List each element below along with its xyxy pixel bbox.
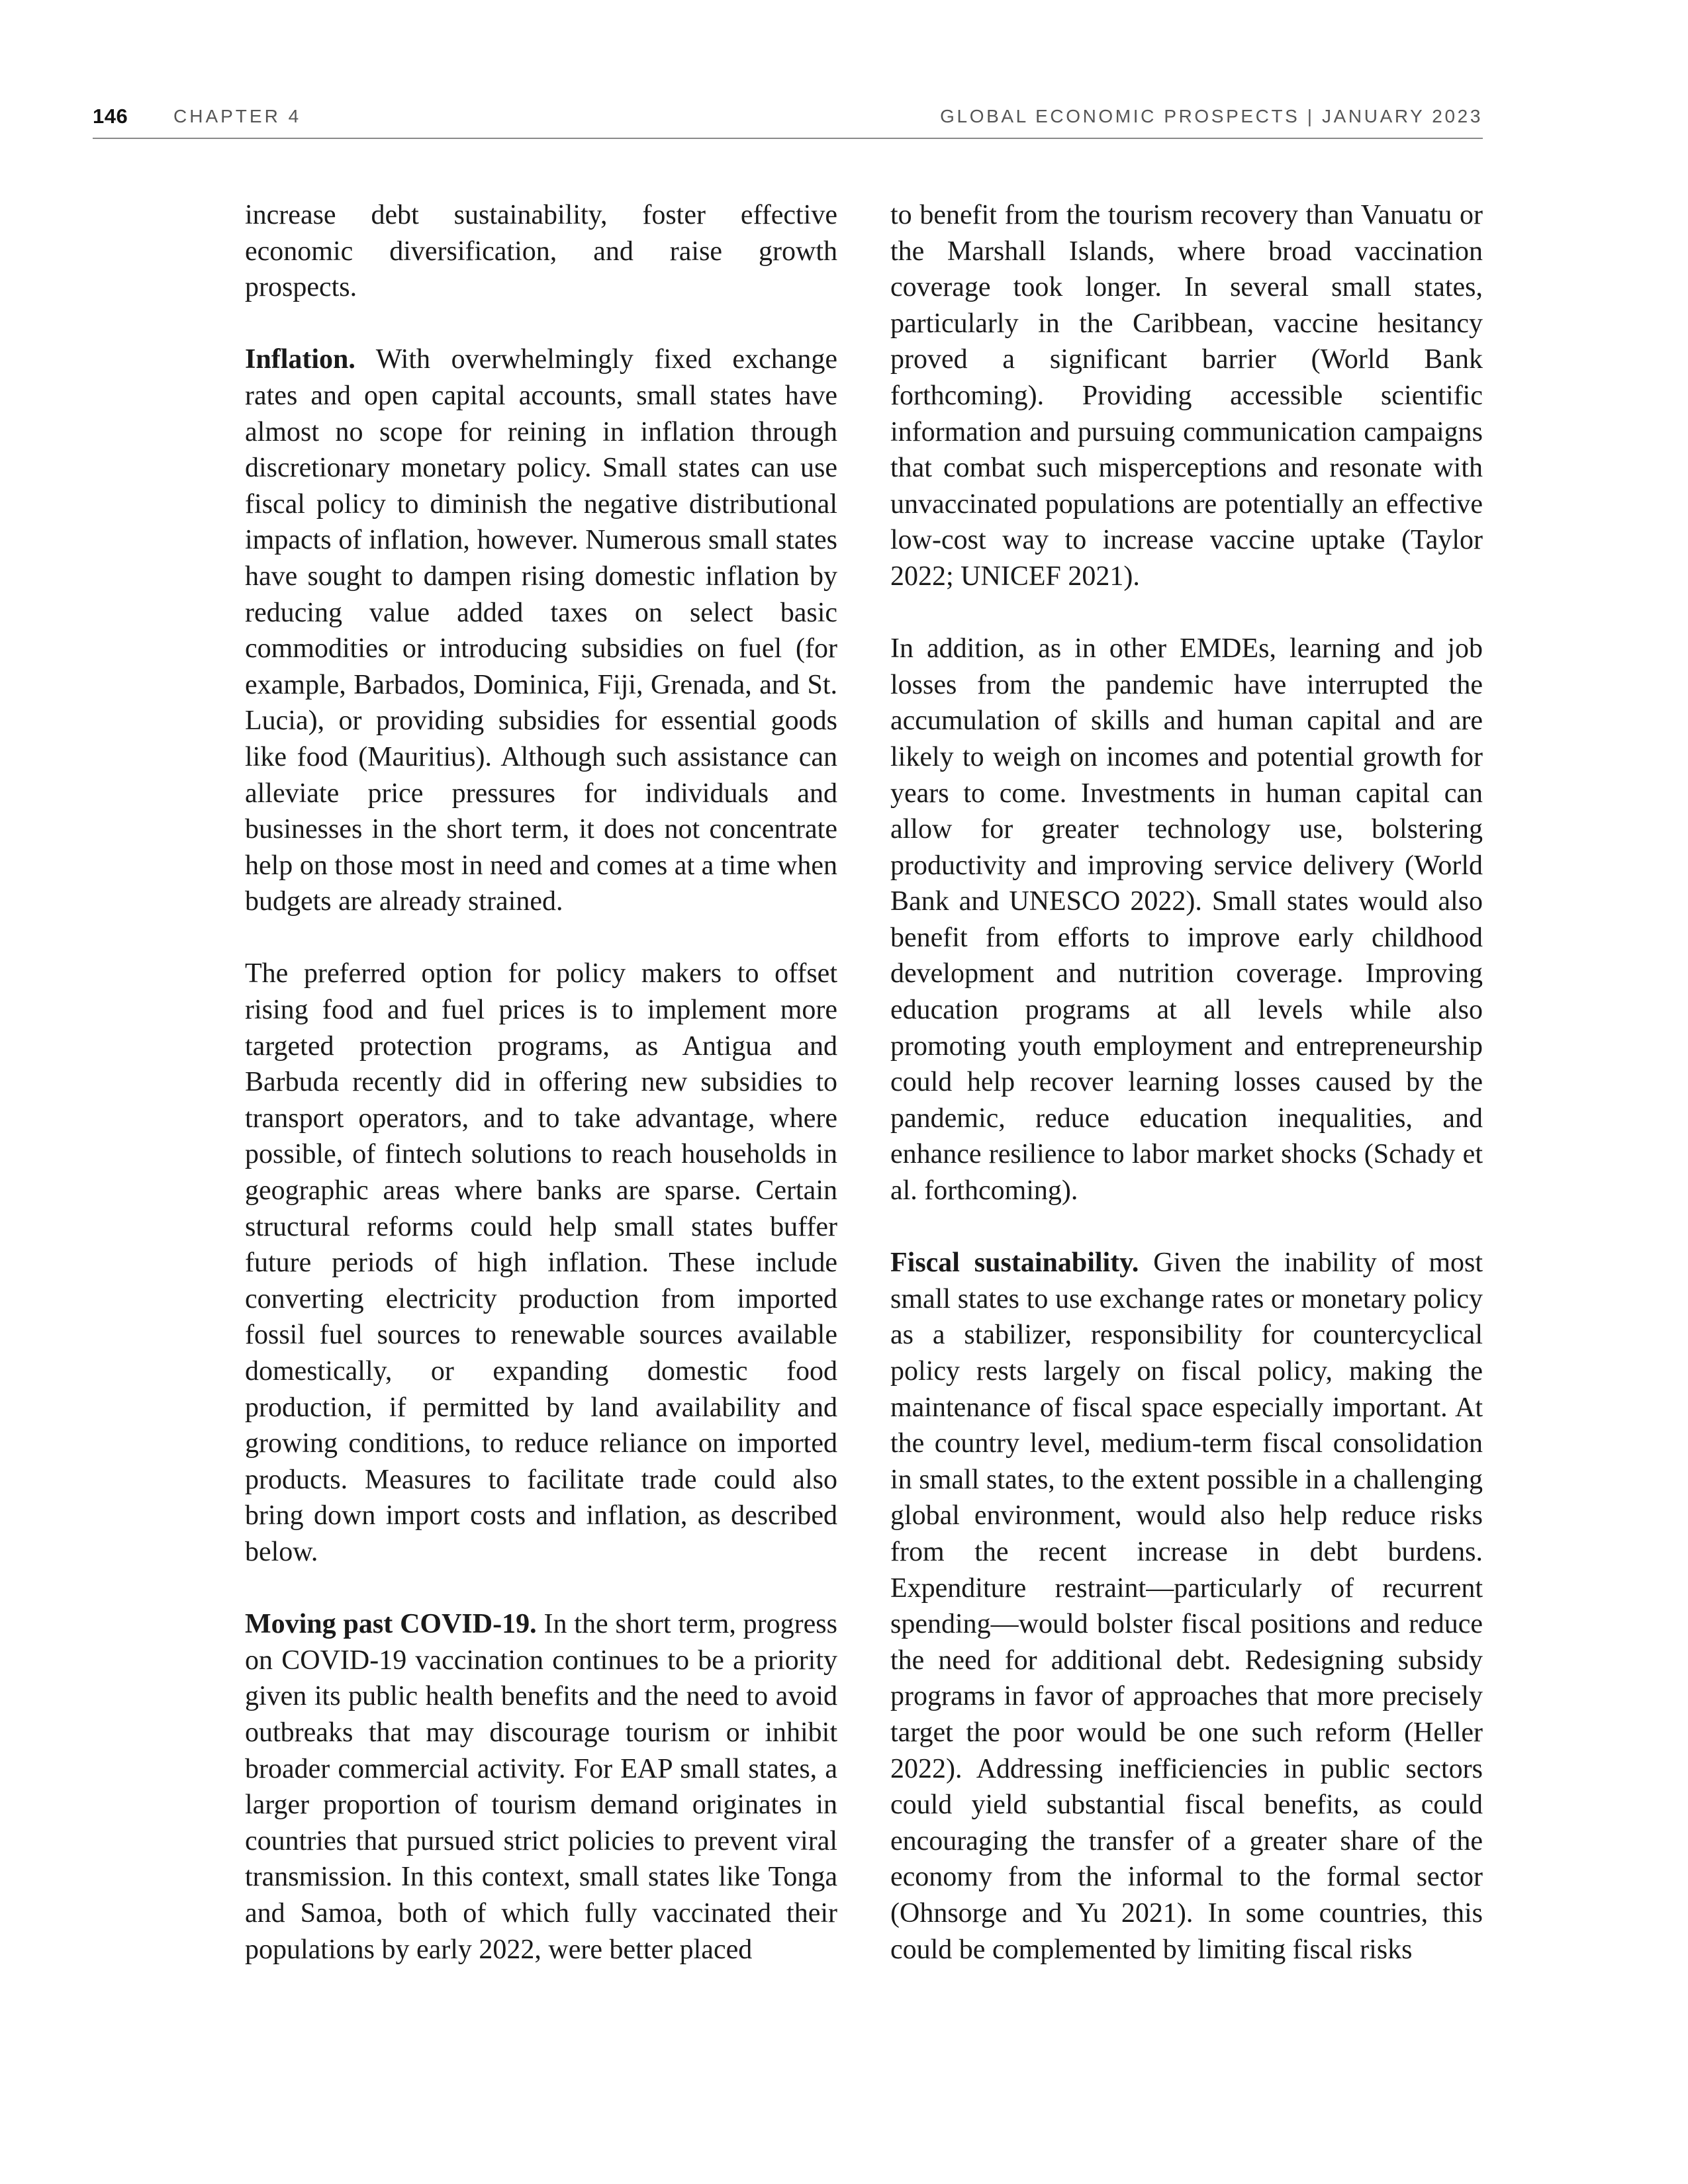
paragraph-text: Given the inability of most small states to use exchange rates or monetary policy as a stabilizer, responsibility for countercyclical policy rests largely on fiscal policy, making the maintenance of fiscal space especially important. At the country level, medium-term fiscal consolidation in small states, to the extent possible in a challenging global environment, would also help reduce risks from the recent increase in debt burdens. Expenditure restraint—particularly of recurrent spending—would bolster fiscal positions and reduce the need for additional debt. Redesigning subsidy programs in favor of approaches that more precisely target the poor would be one such reform (Heller 2022). Addressing inefficiencies in public sectors could yield substantial fiscal benefits, as could encouraging the transfer of a greater share of the economy from the informal to the formal sector (Ohnsorge and Yu 2021). In some countries, this could be complemented by limiting fiscal risks [890,1248,1483,1965]
right-column [890,197,1483,1968]
paragraph-covid [245,1606,837,1968]
paragraph-policy-options: The preferred option for policy makers to offset rising food and fuel prices is to implement more targeted protection programs, as Antigua and Barbuda recently did in offering new subsidies to transport operators, and to take advantage, where possible, of fintech solutions to reach households in geographic areas where banks are sparse. Certain structural reforms could help small states buffer future periods of high inflation. These include converting electricity production from imported fossil fuel sources to renewable sources available domestically, or expanding domestic food production, if permitted by land availability and growing conditions, to reduce reliance on imported products. Measures to facilitate trade could also bring down import costs and inflation, as described below. [245,958,837,1567]
publication-title: GLOBAL ECONOMIC PROSPECTS | JANUARY 2023 [940,106,1483,126]
section-heading-fiscal: Fiscal sustainability. [890,1248,1139,1279]
paragraph-human-capital: In addition, as in other EMDEs, learning and job losses from the pandemic have interrupted the accumulation of skills and human capital and are likely to weigh on incomes and potential growth for years to come. Investments in human capital can allow for greater technology use, bolstering productivity and improving service delivery (World Bank and UNESCO 2022). Small states would also benefit from efforts to improve early childhood development and nutrition coverage. Improving education programs at all levels while also promoting youth employment and entrepreneurship could help recover learning losses caused by the pandemic, reduce education inequalities, and enhance resilience to labor market shocks (Schady et al. forthcoming). [890,633,1483,1206]
page-header [93,105,1483,138]
paragraph-text: In the short term, progress on COVID-19 vaccination continues to be a priority given its public health benefits and the need to avoid outbreaks that may discourage tourism or inhibit broader commercial activity. For EAP small states, a larger proportion of tourism demand originates in countries that pursued strict policies to prevent viral transmission. In this context, small states like Tonga and Samoa, both of which fully vaccinated their populations by early 2022, were better placed [245,1609,837,1965]
paragraph-fiscal [890,1245,1483,1968]
left-column [245,197,837,1968]
page-number: 146 [93,105,128,128]
paragraph-debt-sustainability: increase debt sustainability, foster effective economic diversification, and raise growth prospects. [245,200,837,303]
paragraph-inflation [245,341,837,920]
section-heading-covid: Moving past COVID-19. [245,1609,537,1640]
paragraph-vaccination: to benefit from the tourism recovery than Vanuatu or the Marshall Islands, where broad vaccination coverage took longer. In several small states, particularly in the Caribbean, vaccine hesitancy proved a significant barrier (World Bank forthcoming). Providing accessible scientific information and pursuing communication campaigns that combat such misperceptions and resonate with unvaccinated populations are potentially an effective low-cost way to increase vaccine uptake (Taylor 2022; UNICEF 2021). [890,200,1483,592]
header-divider [93,138,1483,139]
paragraph-text: With overwhelmingly fixed exchange rates and open capital accounts, small states have almost no scope for reining in inflation through discretionary monetary policy. Small states can use fiscal policy to diminish the negative distributional impacts of inflation, however. Numerous small states have sought to dampen rising domestic inflation by reducing value added taxes on select basic commodities or introducing subsidies on fuel (for example, Barbados, Dominica, Fiji, Grenada, and St. Lucia), or providing subsidies for essential goods like food (Mauritius). Although such assistance can alleviate price pressures for individuals and businesses in the short term, it does not concentrate help on those most in need and comes at a time when budgets are already strained. [245,344,837,917]
section-heading-inflation: Inflation. [245,344,355,375]
chapter-label: CHAPTER 4 [173,106,302,126]
